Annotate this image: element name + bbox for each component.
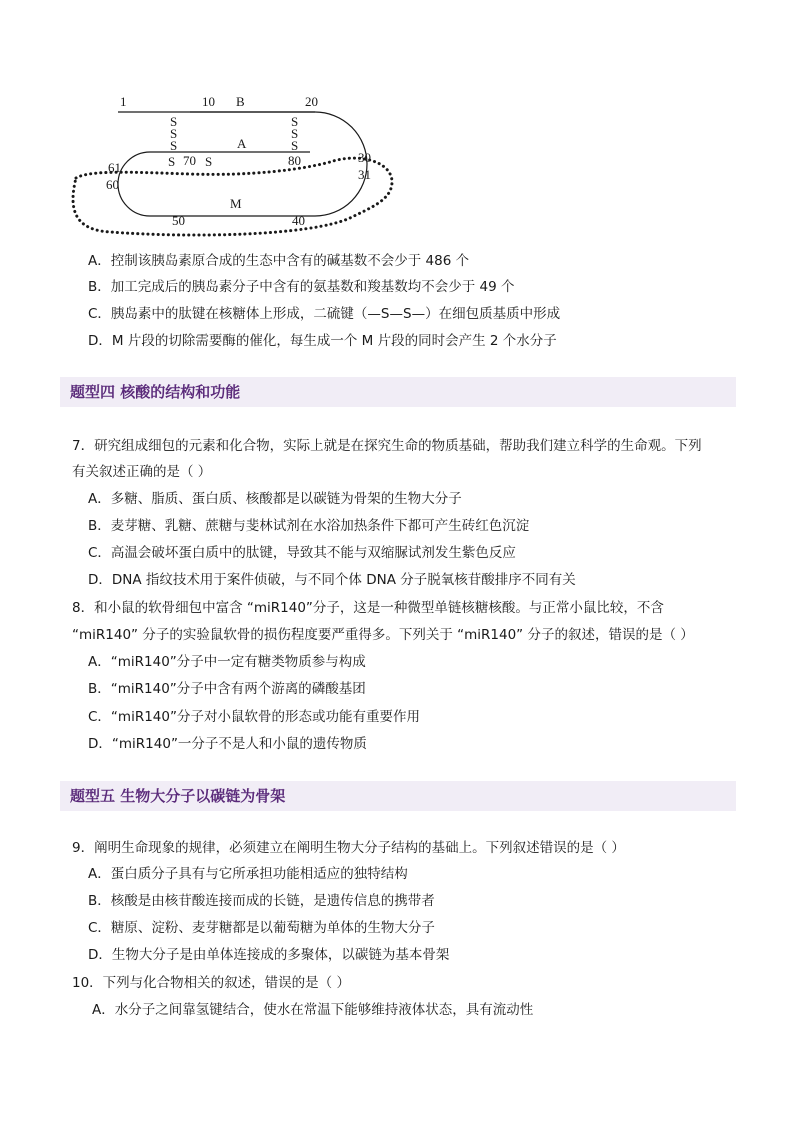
q9-option-d: D．生物大分子是由单体连接成的多聚体，以碳链为基本骨架 [88, 947, 450, 963]
q7-option-c: C．高温会破坏蛋白质中的肽键，导致其不能与双缩脲试剂发生紫色反应 [88, 545, 516, 561]
q7-option-b: B．麦芽糖、乳糖、蔗糖与斐林试剂在水浴加热条件下都可产生砖红色沉淀 [88, 518, 530, 534]
label-a-name: A [237, 136, 247, 151]
disulfide-bond-2a: S [291, 114, 299, 129]
q6-option-d: D．M 片段的切除需要酶的催化，每生成一个 M 片段的同时会产生 2 个水分子 [88, 333, 557, 349]
q9-stem: 9．阐明生命现象的规律，必须建立在阐明生物大分子结构的基础上。下列叙述错误的是（ ） [72, 840, 625, 856]
q8-stem-line2: “miR140” 分子的实验鼠软骨的损伤程度要严重得多。下列关于 “miR140” 分子的叙述，错误的是（ ） [72, 627, 694, 643]
label-m-name: M [230, 196, 242, 211]
label-40: 40 [292, 213, 305, 228]
q7-option-a: A．多糖、脂质、蛋白质、核酸都是以碳链为骨架的生物大分子 [88, 491, 462, 507]
label-b-mid: 10 [202, 94, 215, 109]
section-heading-4: 题型四 核酸的结构和功能 [60, 377, 736, 407]
label-50: 50 [172, 213, 185, 228]
q7-stem-line1: 7．研究组成细包的元素和化合物，实际上就是在探究生命的物质基础，帮助我们建立科学的生命观。下列 [72, 438, 702, 454]
q6-option-c: C．胰岛素中的肽键在核糖体上形成，二硫键（—S—S—）在细包质基质中形成 [88, 306, 561, 322]
label-b-end: 20 [305, 94, 318, 109]
label-61: 61 [108, 160, 121, 175]
q8-option-a: A．“miR140”分子中一定有糖类物质参与构成 [88, 654, 366, 670]
disulfide-bond-2c: S [291, 138, 299, 153]
q10-option-a: A．水分子之间靠氢键结合，使水在常温下能够维持液体状态，具有流动性 [92, 1002, 534, 1018]
disulfide-bond-1b: S [170, 126, 178, 141]
q6-option-a: A．控制该胰岛素原合成的生态中含有的碱基数不会少于 486 个 [88, 253, 470, 269]
peptide-loop-outline [118, 112, 367, 216]
q8-option-d: D．“miR140”一分子不是人和小鼠的遗传物质 [88, 736, 367, 752]
q9-option-a: A．蛋白质分子具有与它所承担功能相适应的独特结构 [88, 866, 408, 882]
proinsulin-diagram [70, 90, 410, 240]
disulfide-bond-1a: S [170, 114, 178, 129]
label-a-80: 80 [288, 153, 301, 168]
q9-option-c: C．糖原、淀粉、麦芽糖都是以葡萄糖为单体的生物大分子 [88, 920, 435, 936]
disulfide-bond-3a: S [168, 154, 176, 169]
section-heading-5: 题型五 生物大分子以碳链为骨架 [60, 781, 736, 811]
label-30: 30 [358, 150, 371, 165]
q8-stem-line1: 8．和小鼠的软骨细包中富含 “miR140”分子，这是一种微型单链核糖核酸。与正常小鼠比较，不含 [72, 600, 664, 616]
label-b-name: B [236, 94, 245, 109]
q8-option-b: B．“miR140”分子中含有两个游离的磷酸基团 [88, 681, 366, 697]
disulfide-bond-2b: S [291, 126, 299, 141]
q7-stem-line2: 有关叙述正确的是（ ） [72, 464, 212, 480]
label-a-70: 70 [183, 153, 196, 168]
disulfide-bond-3b: S [205, 154, 213, 169]
q9-option-b: B．核酸是由核苷酸连接而成的长链，是遗传信息的携带者 [88, 893, 435, 909]
q6-option-b: B．加工完成后的胰岛素分子中含有的氨基数和羧基数均不会少于 49 个 [88, 279, 515, 295]
label-31: 31 [358, 167, 371, 182]
q7-option-d: D．DNA 指纹技术用于案件侦破，与不同个体 DNA 分子脱氧核苷酸排序不同有关 [88, 572, 576, 588]
label-b-start: 1 [120, 94, 127, 109]
label-60: 60 [106, 177, 119, 192]
q8-option-c: C．“miR140”分子对小鼠软骨的形态或功能有重要作用 [88, 709, 420, 725]
disulfide-bond-1c: S [170, 138, 178, 153]
q10-stem: 10．下列与化合物相关的叙述，错误的是（ ） [72, 975, 350, 991]
